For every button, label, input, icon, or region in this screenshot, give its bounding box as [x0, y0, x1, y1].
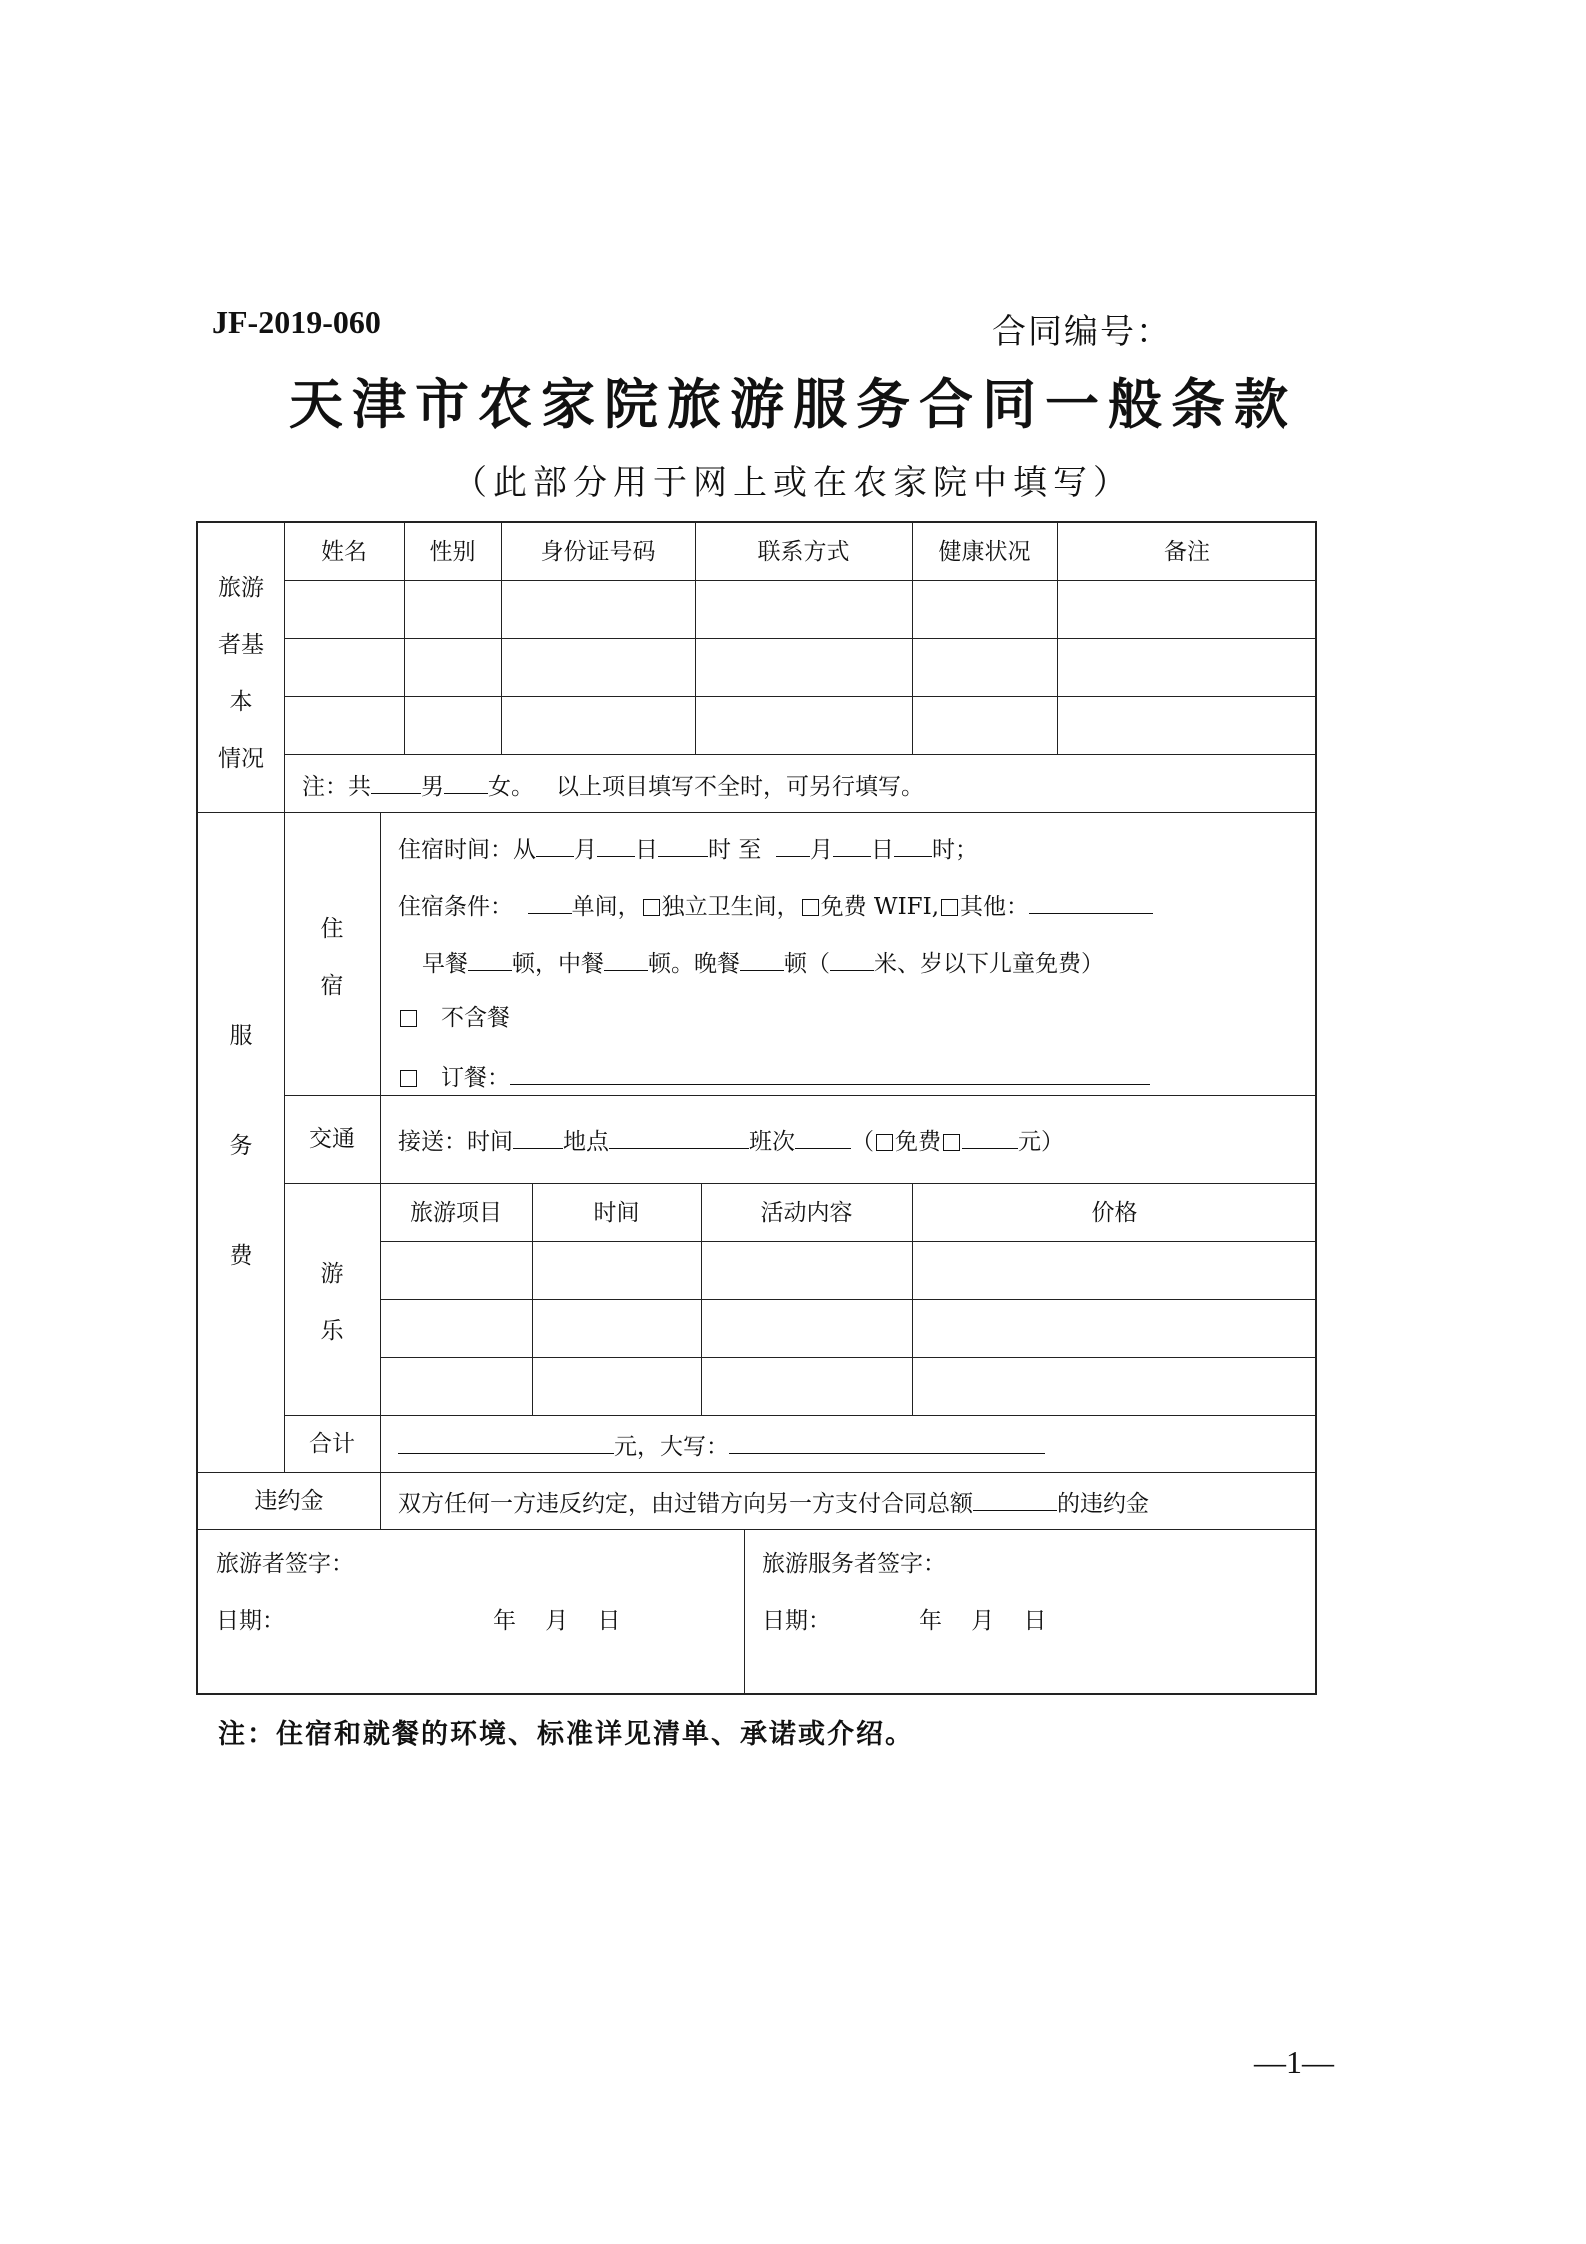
lodging-label-2: 宿 [320, 973, 344, 999]
document-code: JF-2019-060 [212, 304, 381, 340]
grid-line [284, 580, 1317, 581]
other-condition-blank[interactable] [1029, 893, 1153, 914]
lodging-time-line: 住宿时间：从 月 日 时 至 月 日 时； [398, 837, 978, 863]
footer-note: 注：住宿和就餐的环境、标准详见清单、承诺或介绍。 [218, 1719, 914, 1750]
contract-form-table [196, 521, 1317, 1695]
grid-line [198, 1529, 1317, 1530]
lodging-end-day-blank[interactable] [833, 836, 871, 857]
transport-fee-blank[interactable] [962, 1128, 1018, 1149]
free-wifi-checkbox[interactable] [802, 899, 819, 916]
column-header-gender: 性别 [429, 539, 476, 565]
single-room-blank[interactable] [528, 893, 572, 914]
pickup-location-blank[interactable] [609, 1128, 749, 1149]
tourist-section-label-1: 旅游 [218, 575, 264, 601]
no-meal-checkbox[interactable] [400, 1010, 417, 1027]
grid-line [284, 1415, 1317, 1416]
tourist-section-label-4: 情况 [218, 746, 264, 772]
total-amount-words-blank[interactable] [729, 1433, 1045, 1454]
service-section-label-3: 费 [229, 1243, 253, 1269]
column-header-activity: 活动内容 [760, 1200, 853, 1226]
meals-line: 早餐 顿，中餐 顿。晚餐 顿（ 米、岁以下儿童免费） [422, 951, 1104, 977]
paid-transport-checkbox[interactable] [943, 1134, 960, 1151]
free-transport-checkbox[interactable] [876, 1134, 893, 1151]
column-header-remarks: 备注 [1164, 539, 1210, 565]
column-header-project: 旅游项目 [410, 1200, 502, 1226]
lodging-end-month-blank[interactable] [776, 836, 810, 857]
grid-line [284, 754, 1317, 755]
service-section-label-1: 服 [229, 1023, 253, 1049]
lodging-start-day-blank[interactable] [597, 836, 635, 857]
female-count-blank[interactable] [444, 773, 488, 794]
male-count-blank[interactable] [371, 773, 421, 794]
page-title: 天津市农家院旅游服务合同一般条款 [289, 372, 1297, 436]
column-header-price: 价格 [1091, 1200, 1138, 1226]
private-bathroom-checkbox[interactable] [643, 899, 660, 916]
child-free-height-blank[interactable] [830, 950, 874, 971]
grid-line [198, 1472, 1317, 1473]
grid-line [380, 1241, 1317, 1242]
lodging-start-month-blank[interactable] [536, 836, 574, 857]
lodging-end-hour-blank[interactable] [894, 836, 932, 857]
total-line: 元，大写： [398, 1433, 1045, 1459]
transport-label: 交通 [309, 1126, 355, 1152]
activity-label-2: 乐 [320, 1318, 344, 1344]
other-checkbox[interactable] [941, 899, 958, 916]
tourist-date-line: 日期： 年 月 日 [216, 1608, 621, 1634]
grid-line [284, 638, 1317, 639]
order-meal-blank[interactable] [510, 1064, 1150, 1085]
breakfast-count-blank[interactable] [468, 950, 512, 971]
column-header-time: 时间 [593, 1200, 640, 1226]
tourist-count-note: 注：共 男 女。 以上项目填写不全时，可另行填写。 [302, 774, 924, 800]
lunch-count-blank[interactable] [604, 950, 648, 971]
grid-line [198, 812, 1317, 813]
lodging-condition-line: 住宿条件： 单间， 独立卫生间， 免费 WIFI, 其他： [398, 893, 1153, 919]
provider-date-line: 日期： 年 月 日 [762, 1608, 1047, 1634]
grid-line [380, 812, 381, 1472]
provider-signature-label: 旅游服务者签字： [762, 1551, 946, 1577]
grid-line [380, 1299, 1317, 1300]
column-header-id-number: 身份证号码 [540, 539, 656, 565]
tourist-section-label-2: 者基 [218, 632, 264, 658]
penalty-percentage-blank[interactable] [973, 1490, 1057, 1511]
activity-label-1: 游 [320, 1261, 344, 1287]
pickup-time-blank[interactable] [513, 1128, 563, 1149]
total-amount-blank[interactable] [398, 1433, 614, 1454]
service-section-label-2: 务 [229, 1133, 253, 1159]
column-header-contact: 联系方式 [757, 539, 850, 565]
page-subtitle: （此部分用于网上或在农家院中填写） [453, 463, 1133, 503]
trip-number-blank[interactable] [795, 1128, 851, 1149]
order-meal-option: 订餐： [398, 1064, 1150, 1090]
tourist-section-label-3: 本 [229, 689, 253, 715]
penalty-line: 双方任何一方违反约定，由过错方向另一方支付合同总额 的违约金 [398, 1491, 1149, 1517]
column-header-health: 健康状况 [938, 539, 1031, 565]
grid-line [744, 1529, 745, 1695]
total-label: 合计 [309, 1431, 355, 1457]
lodging-start-hour-blank[interactable] [658, 836, 708, 857]
order-meal-checkbox[interactable] [400, 1070, 417, 1087]
page-number: —1— [1254, 2044, 1334, 2080]
grid-line [380, 1357, 1317, 1358]
penalty-label: 违约金 [254, 1488, 324, 1514]
grid-line [380, 1472, 381, 1529]
dinner-count-blank[interactable] [740, 950, 784, 971]
no-meal-option: 不含餐 [398, 1007, 510, 1030]
grid-line [284, 696, 1317, 697]
contract-number-label: 合同编号： [992, 312, 1172, 352]
transport-line: 接送：时间 地点 班次 （ 免费 元） [398, 1129, 1064, 1155]
column-header-name: 姓名 [321, 539, 367, 565]
lodging-label-1: 住 [320, 916, 344, 942]
tourist-signature-label: 旅游者签字： [216, 1551, 354, 1577]
grid-line [284, 1095, 1317, 1096]
grid-line [284, 1183, 1317, 1184]
